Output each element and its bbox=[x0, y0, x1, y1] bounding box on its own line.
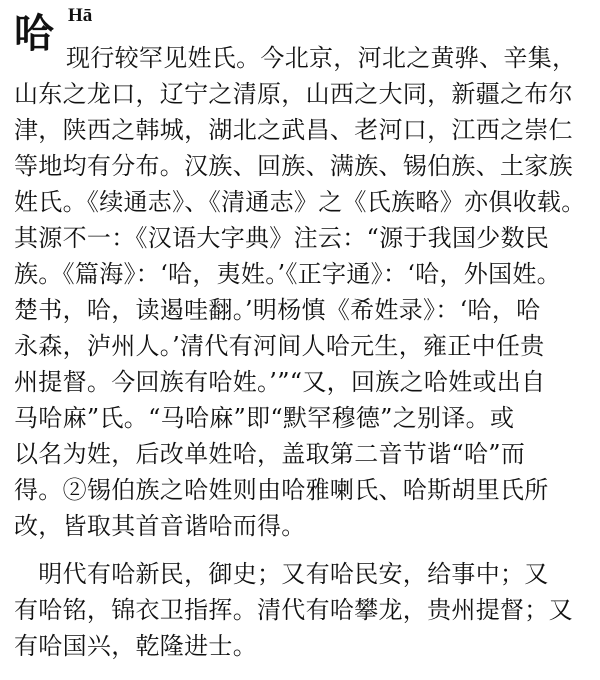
text-line: 州提督。今回族有哈姓。’”“又，回族之哈姓或出自 bbox=[14, 368, 546, 396]
text-line: 改，皆取其首音谐哈而得。 bbox=[14, 512, 306, 540]
headword: 哈 bbox=[14, 10, 54, 57]
text-line: 山东之龙口，辽宁之清原，山西之大同，新疆之布尔 bbox=[14, 80, 573, 108]
text-line: 族。《篇海》：‘哈，夷姓。’《正字通》：‘哈，外国姓。 bbox=[14, 260, 561, 288]
text-line: 楚书，哈，读遏哇翻。’明杨慎《希姓录》：‘哈，哈 bbox=[14, 296, 541, 324]
text-line: 姓氏。《续通志》、《清通志》之《氏族略》亦俱收载。 bbox=[14, 188, 586, 216]
text-line: 永森，泸州人。’清代有河间人哈元生，雍正中任贵 bbox=[14, 332, 545, 360]
text-line: 以名为姓，后改单姓哈，盖取第二音节谐“哈”而 bbox=[14, 440, 526, 468]
text-line: 马哈麻”氏。“马哈麻”即“默罕穆德”之别译。或 bbox=[14, 404, 515, 432]
text-line: 有哈铭，锦衣卫指挥。清代有哈攀龙，贵州提督；又 bbox=[14, 596, 573, 624]
text-line: 明代有哈新民，御史；又有哈民安，给事中；又 bbox=[14, 560, 549, 588]
text-line: 有哈国兴，乾隆进士。 bbox=[14, 632, 257, 660]
text-line: 其源不一：《汉语大字典》注云：“源于我国少数民 bbox=[14, 224, 550, 252]
text-line: 得。②锡伯族之哈姓则由哈雅喇氏、哈斯胡里氏所 bbox=[14, 476, 549, 504]
text-line: 等地均有分布。汉族、回族、满族、锡伯族、土家族 bbox=[14, 152, 573, 180]
text-line: 津，陕西之韩城，湖北之武昌、老河口，江西之崇仁 bbox=[14, 116, 573, 144]
pinyin: Hā bbox=[68, 5, 93, 26]
text-line: 现行较罕见姓氏。今北京，河北之黄骅、辛集， bbox=[66, 44, 577, 72]
